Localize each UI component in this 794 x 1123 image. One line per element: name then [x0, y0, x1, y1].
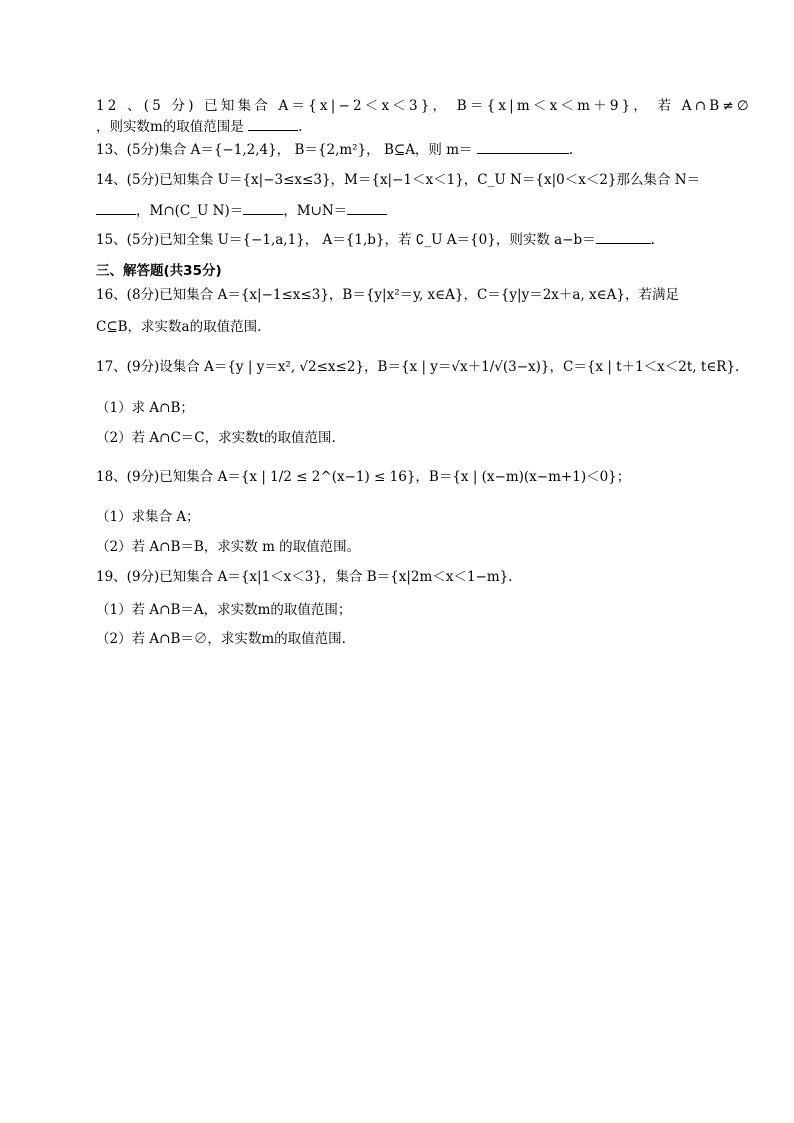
question-16-line-2: C⊆B，求实数a的取值范围.: [96, 319, 262, 335]
question-13: 13、(5分)集合 A＝{−1,2,4}， B＝{2,m²}， B⊆A，则 m＝ .: [96, 142, 574, 158]
question-19-part-1: （1）若 A∩B＝A，求实数m的取值范围；: [96, 602, 352, 618]
question-17-part-2: （2）若 A∩C＝C，求实数t的取值范围.: [96, 430, 336, 446]
question-18-part-2: （2）若 A∩B＝B，求实数 m 的取值范围。: [96, 539, 361, 555]
section-heading: 三、解答题(共35分): [96, 263, 222, 279]
question-13-text: 13、(5分)集合 A＝{−1,2,4}， B＝{2,m²}， B⊆A，则 m＝: [96, 142, 473, 158]
question-12-line-1: 12 、(5 分) 已知集合 A＝{x|−2＜x＜3}， B＝{x|m＜x＜m＋9}， 若 A∩B≠∅: [96, 98, 752, 114]
question-19-part-2: （2）若 A∩B＝∅，求实数m的取值范围.: [96, 631, 346, 647]
question-18: 18、(9分)已知集合 A＝{x | 1/2 ≤ 2^(x−1) ≤ 16}，B＝{x | (x−m)(x−m+1)＜0}；: [96, 469, 631, 485]
question-17-part-1: （1）求 A∩B；: [96, 400, 194, 416]
question-14-line-2: [96, 201, 698, 221]
answer-blank: [477, 141, 569, 154]
answer-blank: [96, 202, 136, 215]
question-17: 17、(9分)设集合 A＝{y | y＝x², √2≤x≤2}，B＝{x | y＝√x＋1/√(3−x)}，C＝{x | t＋1＜x＜2t, t∈R}.: [96, 359, 740, 375]
question-18-part-1: （1）求集合 A；: [96, 509, 200, 525]
question-12-text: ，则实数m的取值范围是: [96, 119, 244, 135]
answer-blank: [596, 231, 651, 244]
question-15-text: 15、(5分)已知全集 U＝{−1,a,1}， A＝{1,b}，若 ∁_U A＝{0}，则实数 a−b＝: [96, 232, 596, 248]
question-15: 15、(5分)已知全集 U＝{−1,a,1}， A＝{1,b}，若 ∁_U A＝{0}，则实数 a−b＝ .: [96, 232, 655, 248]
question-16-line-1: 16、(8分)已知集合 A＝{x|−1≤x≤3}，B＝{y|x²＝y, x∈A}，C＝{y|y＝2x＋a, x∈A}，若满足: [96, 287, 679, 303]
question-14-line-1: 14、(5分)已知集合 U＝{x|−3≤x≤3}，M＝{x|−1＜x＜1}，C_U N＝{x|0＜x＜2}那么集合 N＝: [96, 172, 701, 188]
answer-blank: [243, 202, 283, 215]
question-19: 19、(9分)已知集合 A＝{x|1＜x＜3}，集合 B＝{x|2m＜x＜1−m}.: [96, 569, 513, 585]
question-14-text-b: ，M∪N＝: [283, 203, 348, 219]
answer-blank: [347, 202, 387, 215]
answer-blank: [248, 118, 298, 131]
question-14-text-a: ，M∩(C_U N)＝: [136, 203, 244, 219]
question-12-line-2: ，则实数m的取值范围是 .: [96, 119, 303, 135]
